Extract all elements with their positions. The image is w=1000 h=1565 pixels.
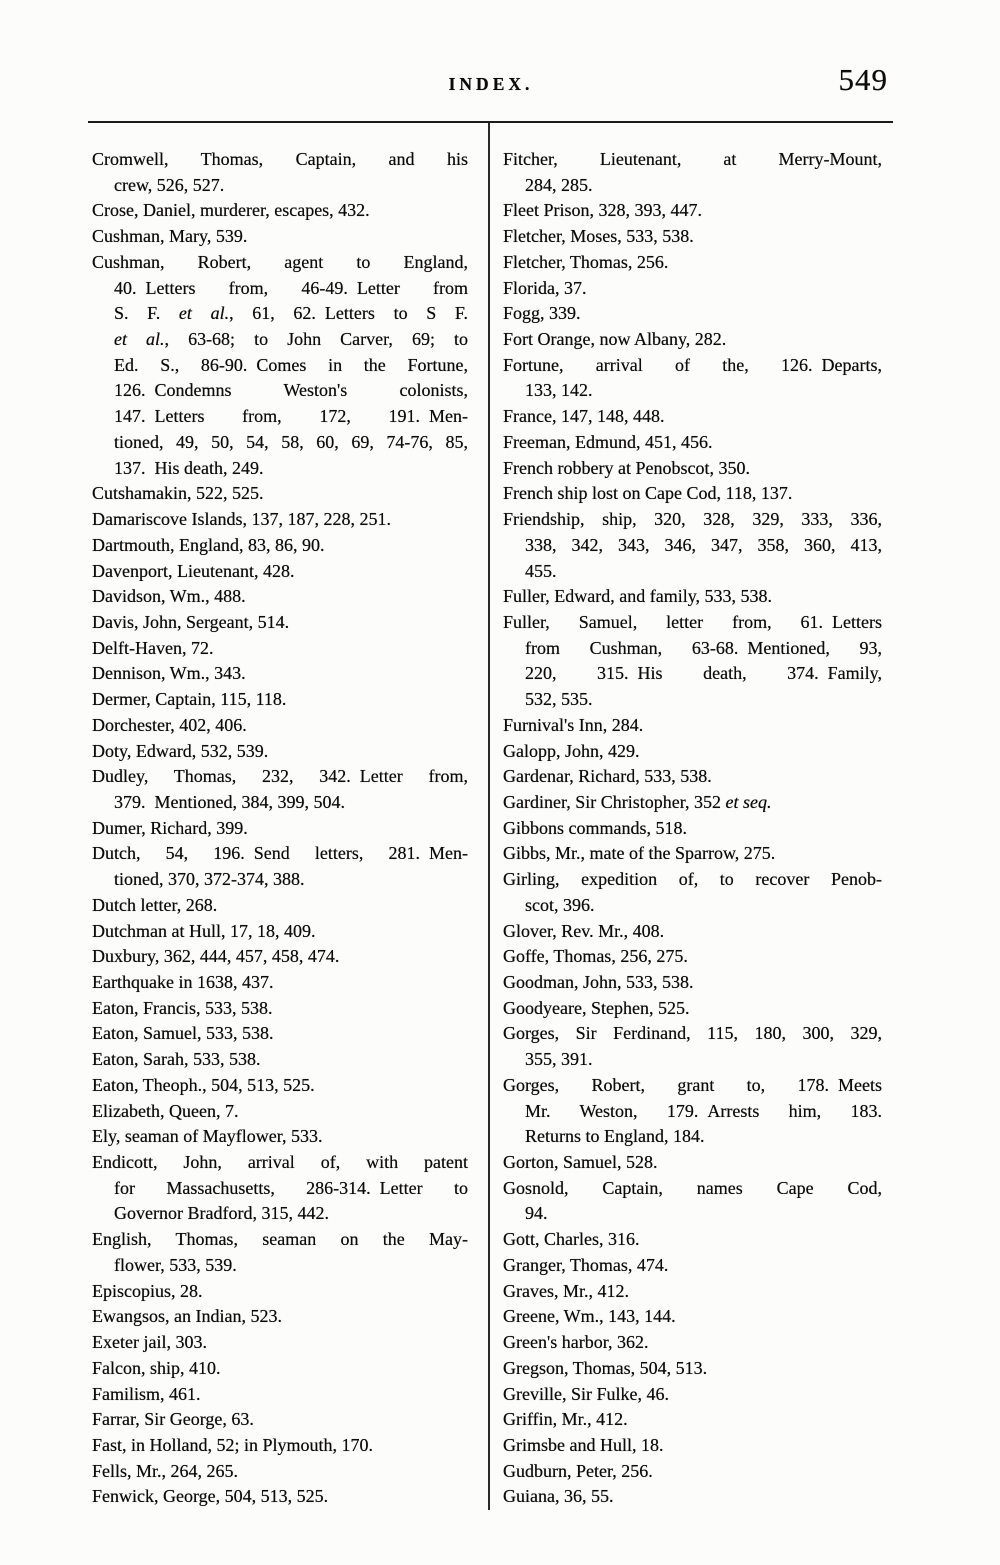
index-entry <box>92 1304 468 1330</box>
index-entry <box>503 353 882 404</box>
index-entry-continuation-line: S. F. et al., 61, 62. Letters to S F. <box>114 303 468 324</box>
index-entry-first-line: Endicott, John, arrival of, with patent <box>92 1152 468 1173</box>
column-divider-rule <box>488 123 490 1510</box>
index-entry-continuation-line: for Massachusetts, 286-314. Letter to <box>114 1177 468 1198</box>
index-entry-first-line: Glover, Rev. Mr., 408. <box>503 920 665 941</box>
index-entry <box>503 1150 882 1176</box>
index-entry-first-line: Fletcher, Thomas, 256. <box>503 251 669 272</box>
index-entry <box>92 1382 468 1408</box>
index-entry-first-line: Dennison, Wm., 343. <box>92 663 246 684</box>
index-entry-first-line: Eaton, Theoph., 504, 513, 525. <box>92 1074 315 1095</box>
index-entry <box>503 250 882 276</box>
index-entry <box>92 1484 468 1510</box>
index-entry-continuation-line: 455. <box>525 560 557 581</box>
index-entry-first-line: Fleet Prison, 328, 393, 447. <box>503 200 703 221</box>
index-entry-first-line: Guiana, 36, 55. <box>503 1486 614 1507</box>
index-entry-first-line: Gosnold, Captain, names Cape Cod, <box>503 1177 882 1198</box>
index-entry-first-line: Ewangsos, an Indian, 523. <box>92 1306 282 1327</box>
index-entry-first-line: Girling, expedition of, to recover Penob- <box>503 869 882 890</box>
index-entry-continuation-line: 94. <box>525 1203 548 1224</box>
index-entry-first-line: Goodman, John, 533, 538. <box>503 972 694 992</box>
index-entry <box>92 559 468 585</box>
index-entry-first-line: Galopp, John, 429. <box>503 740 640 761</box>
index-entry <box>92 636 468 662</box>
index-entry-first-line: Griffin, Mr., 412. <box>503 1409 628 1430</box>
index-entry <box>503 1484 882 1510</box>
index-entry-first-line: Cushman, Mary, 539. <box>92 226 248 247</box>
index-entry <box>92 687 468 713</box>
index-entry <box>503 1356 882 1382</box>
index-entry-first-line: Doty, Edward, 532, 539. <box>92 740 269 761</box>
index-entry <box>503 816 882 842</box>
index-entry-first-line: Goodyeare, Stephen, 525. <box>503 997 690 1018</box>
index-entry <box>92 1099 468 1125</box>
index-entry-continuation-line: from Cushman, 63-68. Mentioned, 93, <box>525 637 882 658</box>
index-column-left <box>92 123 468 1510</box>
index-entry <box>92 713 468 739</box>
index-column-right <box>503 123 882 1510</box>
index-entry-first-line: Freeman, Edmund, 451, 456. <box>503 431 713 452</box>
index-entry-first-line: Fast, in Holland, 52; in Plymouth, 170. <box>92 1434 374 1455</box>
index-entry-first-line: Fuller, Edward, and family, 533, 538. <box>503 586 773 607</box>
index-entry-first-line: Gudburn, Peter, 256. <box>503 1460 653 1481</box>
index-entry <box>92 1124 468 1150</box>
index-entry-first-line: Fitcher, Lieutenant, at Merry-Mount, <box>503 149 882 169</box>
index-entry-first-line: Duxbury, 362, 444, 457, 458, 474. <box>92 946 340 967</box>
index-entry <box>92 1227 468 1278</box>
index-entry-first-line: Davenport, Lieutenant, 428. <box>92 560 295 581</box>
index-entry <box>503 1459 882 1485</box>
index-entry-first-line: Gibbons commands, 518. <box>503 817 687 838</box>
index-entry-continuation-line: Ed. S., 86-90. Comes in the Fortune, <box>114 354 468 375</box>
index-entry-first-line: Earthquake in 1638, 437. <box>92 972 274 992</box>
index-entry-continuation-line: scot, 396. <box>525 894 595 915</box>
index-entry <box>92 481 468 507</box>
index-entry <box>92 1047 468 1073</box>
index-entry-first-line: Farrar, Sir George, 63. <box>92 1409 254 1430</box>
index-entry <box>92 1073 468 1099</box>
index-entry-first-line: Dermer, Captain, 115, 118. <box>92 689 287 710</box>
index-entry <box>92 841 468 892</box>
index-entry-continuation-line: 355, 391. <box>525 1049 593 1070</box>
index-entry-first-line: Gorges, Robert, grant to, 178. Meets <box>503 1074 882 1095</box>
index-entry-continuation-line: Governor Bradford, 315, 442. <box>114 1203 329 1224</box>
index-entry <box>503 1073 882 1150</box>
index-entry <box>92 739 468 765</box>
index-entry <box>92 1330 468 1356</box>
index-entry-continuation-line: 284, 285. <box>525 174 593 195</box>
index-entry-continuation-line: 220, 315. His death, 374. Family, <box>525 663 882 684</box>
index-entry-first-line: France, 147, 148, 448. <box>503 406 665 427</box>
index-entry-first-line: Gott, Charles, 316. <box>503 1229 640 1250</box>
index-entry-continuation-line: tioned, 370, 372-374, 388. <box>114 869 305 890</box>
index-entry <box>503 919 882 945</box>
index-entry <box>503 764 882 790</box>
index-entry <box>503 1407 882 1433</box>
index-entry <box>503 1433 882 1459</box>
index-entry-first-line: English, Thomas, seaman on the May- <box>92 1229 468 1250</box>
index-entry <box>503 713 882 739</box>
index-entry-continuation-line: crew, 526, 527. <box>114 174 225 195</box>
index-entry <box>503 1021 882 1072</box>
index-entry-first-line: Gardiner, Sir Christopher, 352 et seq. <box>503 791 772 812</box>
index-entry <box>503 1330 882 1356</box>
index-entry <box>503 301 882 327</box>
index-entry-first-line: Cutshamakin, 522, 525. <box>92 483 264 504</box>
index-entry-first-line: Fletcher, Moses, 533, 538. <box>503 226 694 247</box>
index-entry <box>503 1279 882 1305</box>
index-entry <box>503 970 882 996</box>
index-entry-first-line: Cromwell, Thomas, Captain, and his <box>92 149 468 169</box>
index-entry-continuation-line: 133, 142. <box>525 380 593 401</box>
index-entry <box>92 661 468 687</box>
index-entry-first-line: Gibbs, Mr., mate of the Sparrow, 275. <box>503 843 776 864</box>
index-entry-first-line: Eaton, Francis, 533, 538. <box>92 997 273 1018</box>
index-entry-first-line: Fortune, arrival of the, 126. Departs, <box>503 354 882 375</box>
index-entry-continuation-line: 379. Mentioned, 384, 399, 504. <box>114 791 345 812</box>
index-entry <box>92 224 468 250</box>
index-entry <box>92 584 468 610</box>
index-entry <box>92 250 468 481</box>
index-entry-first-line: Goffe, Thomas, 256, 275. <box>503 946 688 967</box>
index-entry-continuation-line: flower, 533, 539. <box>114 1254 237 1275</box>
index-entry-first-line: Dumer, Richard, 399. <box>92 817 248 838</box>
index-entry-first-line: Exeter jail, 303. <box>92 1332 207 1353</box>
index-entry <box>503 584 882 610</box>
index-entry-first-line: Fogg, 339. <box>503 303 581 324</box>
index-entry-first-line: Delft-Haven, 72. <box>92 637 214 658</box>
index-entry <box>92 533 468 559</box>
index-entry <box>503 276 882 302</box>
index-entry <box>503 739 882 765</box>
index-entry <box>503 198 882 224</box>
index-entry <box>503 481 882 507</box>
index-entry <box>503 1382 882 1408</box>
index-entry-first-line: Ely, seaman of Mayflower, 533. <box>92 1126 323 1147</box>
index-entry <box>503 147 882 198</box>
index-entry <box>503 867 882 918</box>
index-entry <box>92 1279 468 1305</box>
index-entry-continuation-line: 147. Letters from, 172, 191. Men- <box>114 406 468 427</box>
index-entry-first-line: Granger, Thomas, 474. <box>503 1254 669 1275</box>
index-entry <box>503 1227 882 1253</box>
index-entry-first-line: Cushman, Robert, agent to England, <box>92 251 468 272</box>
index-entry <box>92 198 468 224</box>
index-entry <box>92 1356 468 1382</box>
index-entry-first-line: Graves, Mr., 412. <box>503 1280 629 1301</box>
index-entry <box>503 404 882 430</box>
page-number: 549 <box>838 62 888 97</box>
index-entry <box>503 456 882 482</box>
index-entry-first-line: Gregson, Thomas, 504, 513. <box>503 1357 708 1378</box>
index-entry <box>503 841 882 867</box>
index-entry <box>503 790 882 816</box>
index-columns <box>92 123 882 1510</box>
index-entry-first-line: Furnival's Inn, 284. <box>503 714 644 735</box>
index-entry-first-line: Fuller, Samuel, letter from, 61. Letters <box>503 611 882 632</box>
index-entry <box>92 1407 468 1433</box>
index-entry <box>92 610 468 636</box>
index-entry <box>503 1176 882 1227</box>
index-entry <box>92 1433 468 1459</box>
index-entry <box>92 996 468 1022</box>
index-entry-first-line: Gorges, Sir Ferdinand, 115, 180, 300, 329, <box>503 1023 882 1044</box>
index-entry-first-line: Eaton, Sarah, 533, 538. <box>92 1049 261 1070</box>
index-entry-first-line: Crose, Daniel, murderer, escapes, 432. <box>92 200 370 221</box>
index-entry-first-line: Gardenar, Richard, 533, 538. <box>503 766 712 787</box>
index-entry <box>503 996 882 1022</box>
index-entry-first-line: French robbery at Penobscot, 350. <box>503 457 750 478</box>
index-entry <box>503 430 882 456</box>
index-entry-continuation-line: tioned, 49, 50, 54, 58, 60, 69, 74-76, 85, <box>114 431 468 452</box>
index-entry <box>503 507 882 584</box>
index-entry-first-line: Gorton, Samuel, 528. <box>503 1152 658 1173</box>
index-entry <box>503 1304 882 1330</box>
index-entry <box>503 327 882 353</box>
index-entry-first-line: Episcopius, 28. <box>92 1280 203 1301</box>
index-entry <box>92 1150 468 1227</box>
index-entry-continuation-line: 532, 535. <box>525 689 593 710</box>
index-entry-continuation-line: 126. Condemns Weston's colonists, <box>114 380 468 401</box>
index-entry-first-line: Falcon, ship, 410. <box>92 1357 221 1378</box>
index-entry <box>92 970 468 996</box>
index-entry-first-line: Grimsbe and Hull, 18. <box>503 1434 664 1455</box>
index-entry-first-line: Green's harbor, 362. <box>503 1332 649 1353</box>
index-entry-first-line: Fort Orange, now Albany, 282. <box>503 329 727 350</box>
index-entry-continuation-line: Returns to England, 184. <box>525 1126 705 1147</box>
index-entry-first-line: Dutchman at Hull, 17, 18, 409. <box>92 920 316 941</box>
index-entry-first-line: Dudley, Thomas, 232, 342. Letter from, <box>92 766 468 787</box>
index-entry-first-line: Greene, Wm., 143, 144. <box>503 1306 676 1327</box>
index-entry-first-line: French ship lost on Cape Cod, 118, 137. <box>503 483 793 504</box>
index-entry <box>503 944 882 970</box>
index-entry-continuation-line: et al., 63-68; to John Carver, 69; to <box>114 329 468 350</box>
index-entry <box>92 507 468 533</box>
index-entry-first-line: Dorchester, 402, 406. <box>92 714 247 735</box>
page-title: INDEX. <box>448 74 534 94</box>
index-entry-first-line: Friendship, ship, 320, 328, 329, 333, 336, <box>503 509 882 530</box>
index-entry <box>92 147 468 198</box>
index-entry-first-line: Davis, John, Sergeant, 514. <box>92 611 290 632</box>
index-entry <box>503 610 882 713</box>
index-entry-continuation-line: 137. His death, 249. <box>114 457 264 478</box>
index-entry-first-line: Elizabeth, Queen, 7. <box>92 1100 239 1121</box>
index-entry <box>503 224 882 250</box>
index-entry <box>92 764 468 815</box>
index-entry <box>92 1459 468 1485</box>
index-entry-first-line: Familism, 461. <box>92 1383 201 1404</box>
index-entry-continuation-line: 40. Letters from, 46-49. Letter from <box>114 277 468 298</box>
index-entry <box>92 893 468 919</box>
index-entry-first-line: Fenwick, George, 504, 513, 525. <box>92 1486 329 1507</box>
index-entry-first-line: Dartmouth, England, 83, 86, 90. <box>92 534 325 555</box>
index-entry <box>92 816 468 842</box>
index-entry-first-line: Damariscove Islands, 137, 187, 228, 251. <box>92 509 391 530</box>
index-entry-first-line: Dutch, 54, 196. Send letters, 281. Men- <box>92 843 468 864</box>
index-entry-first-line: Greville, Sir Fulke, 46. <box>503 1383 669 1404</box>
index-entry-first-line: Fells, Mr., 264, 265. <box>92 1460 239 1481</box>
index-entry-continuation-line: Mr. Weston, 179. Arrests him, 183. <box>525 1100 882 1121</box>
index-entry <box>503 1253 882 1279</box>
index-entry-first-line: Eaton, Samuel, 533, 538. <box>92 1023 274 1044</box>
index-entry <box>92 944 468 970</box>
index-entry <box>92 1021 468 1047</box>
index-entry-first-line: Florida, 37. <box>503 277 587 298</box>
index-entry-first-line: Davidson, Wm., 488. <box>92 586 246 607</box>
index-entry <box>92 919 468 945</box>
index-entry-continuation-line: 338, 342, 343, 346, 347, 358, 360, 413, <box>525 534 882 555</box>
index-entry-first-line: Dutch letter, 268. <box>92 894 218 915</box>
